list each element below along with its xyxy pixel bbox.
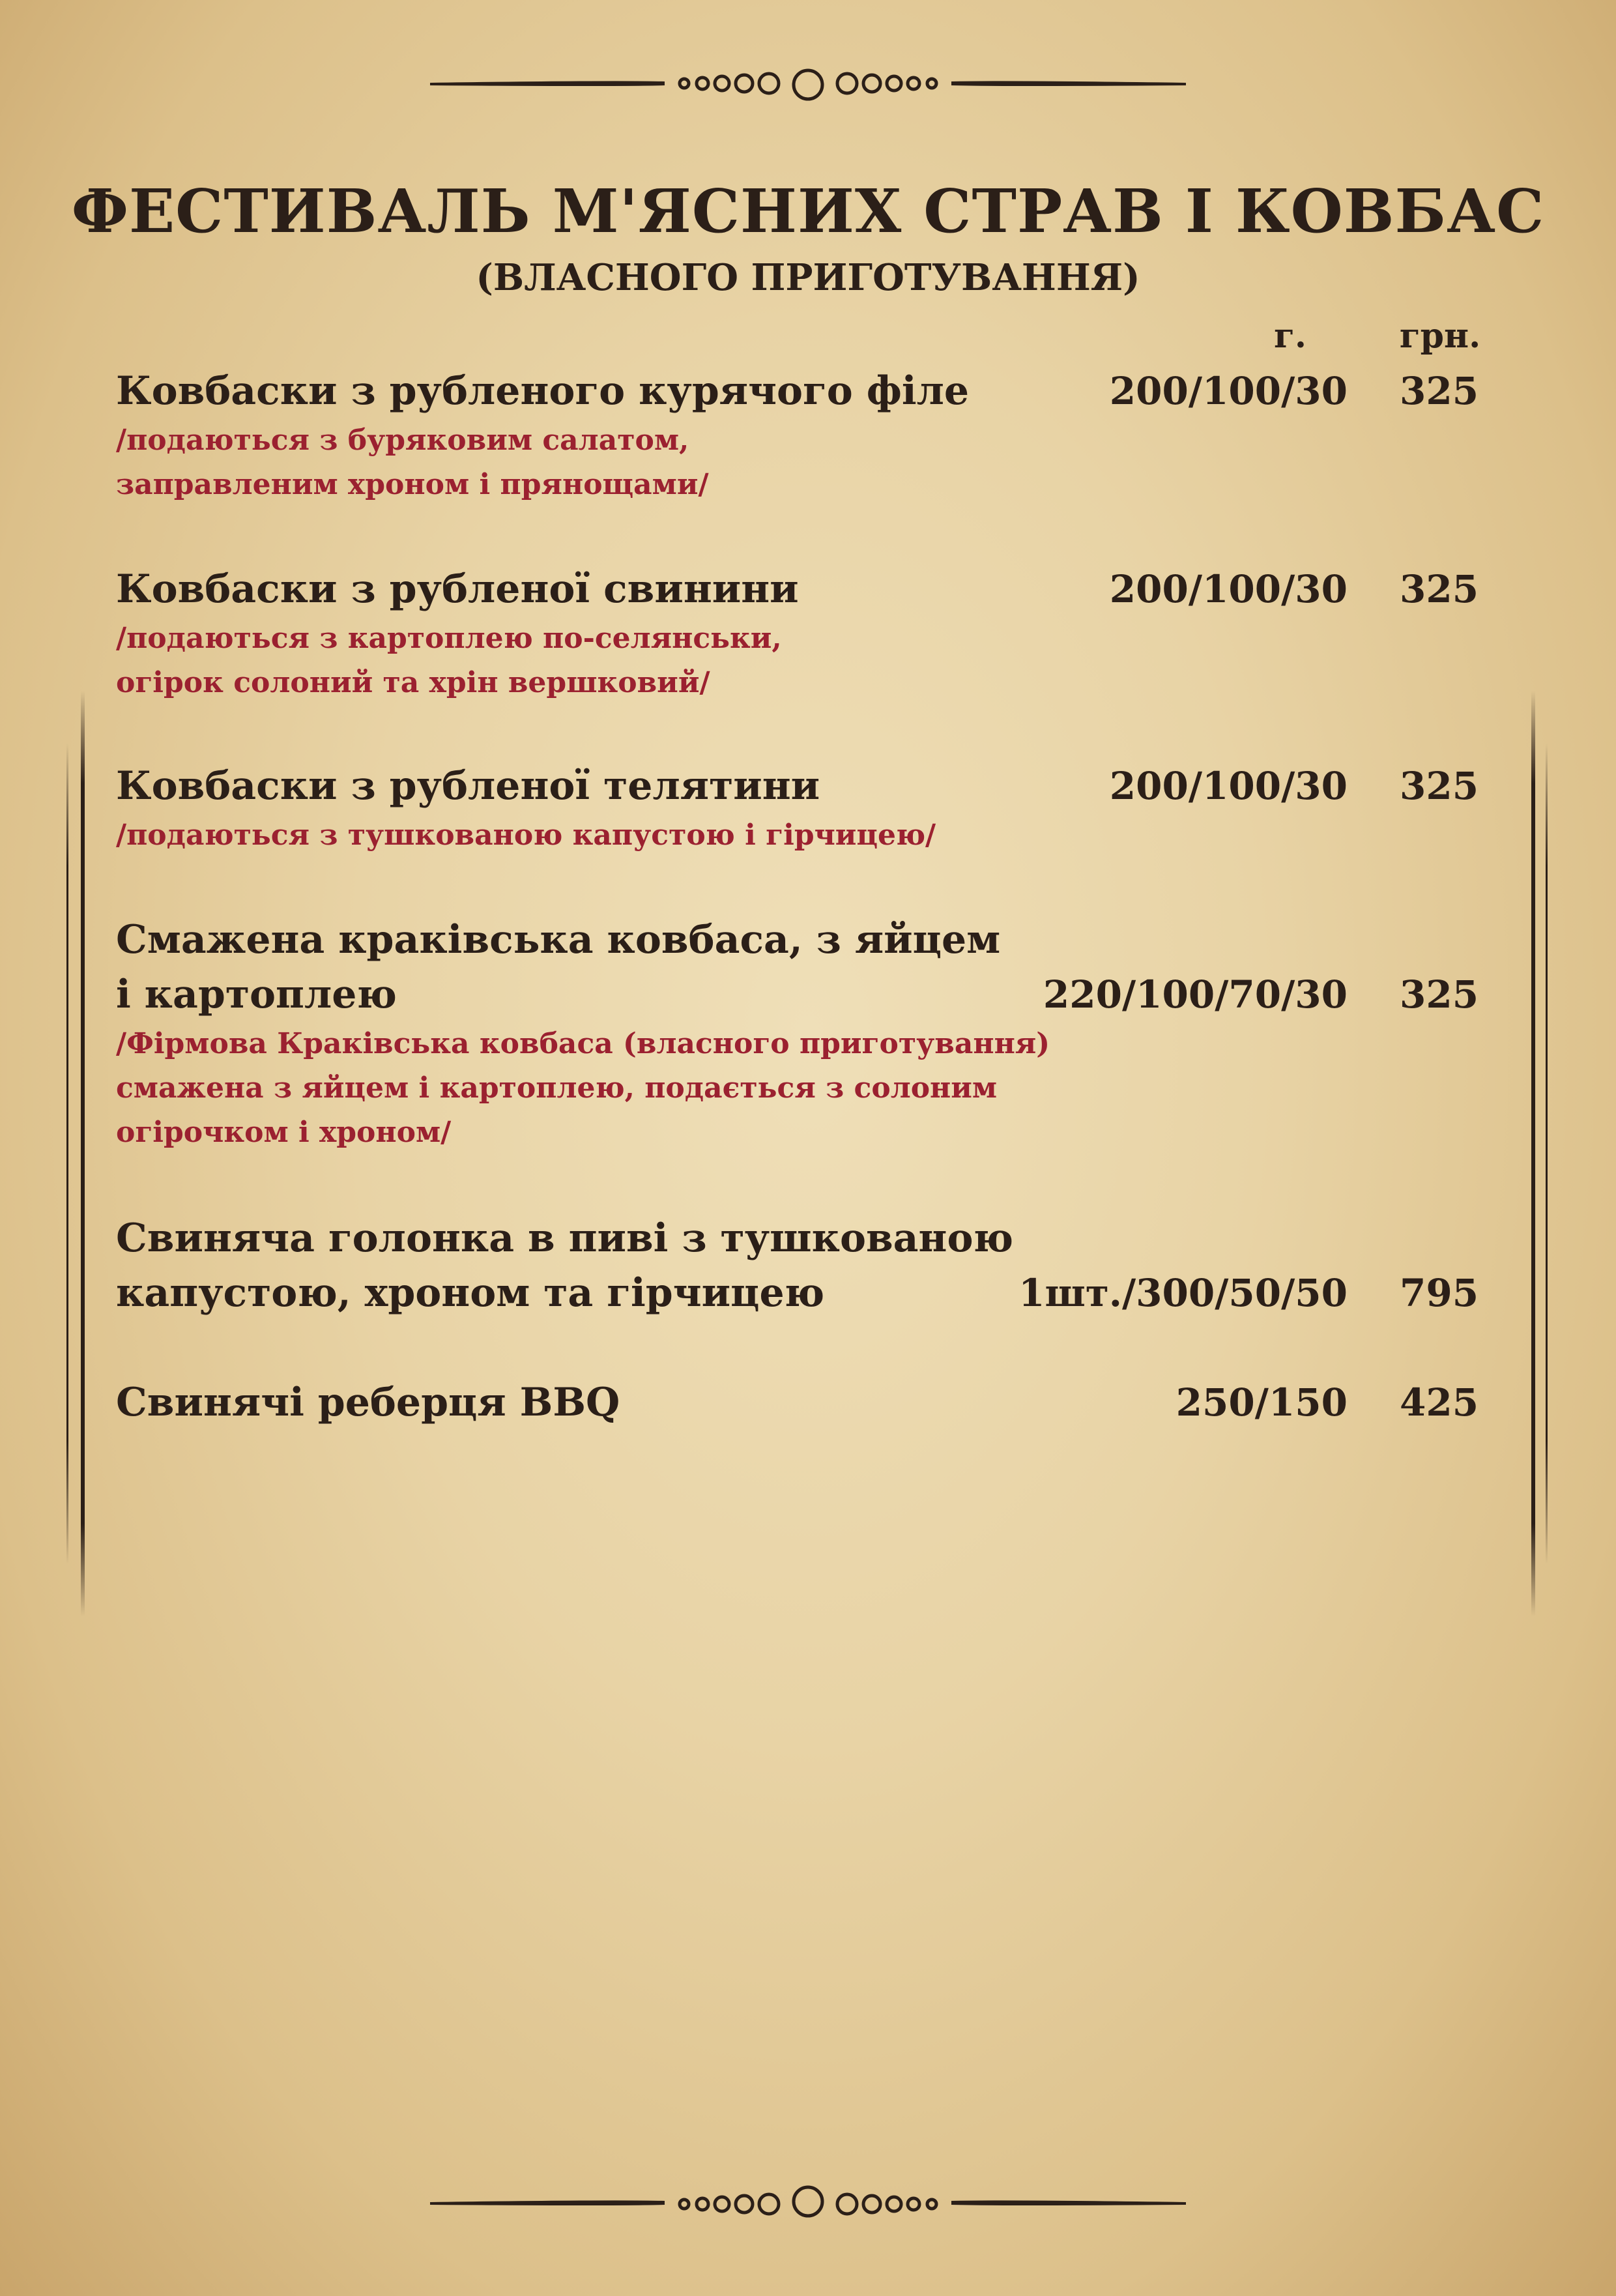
page-subtitle: (ВЛАСНОГО ПРИГОТУВАННЯ) — [476, 256, 1140, 299]
item-price: 325 — [1400, 369, 1479, 413]
item-weight: 250/150 — [1176, 1380, 1348, 1425]
item-name: Свиняча голонка в пиві з тушкованою — [116, 1215, 1013, 1261]
menu-item — [116, 1375, 1497, 1430]
item-price: 795 — [1400, 1271, 1479, 1315]
item-name: капустою, хроном та гірчицею — [116, 1270, 825, 1316]
item-weight: 200/100/30 — [1109, 369, 1348, 413]
item-name: Смажена краківська ковбаса, з яйцем — [116, 917, 1001, 963]
item-price: 325 — [1400, 764, 1479, 808]
item-weight: 1шт./300/50/50 — [1018, 1271, 1348, 1315]
item-description: смажена з яйцем і картоплею, подається з солоним — [116, 1071, 998, 1105]
item-description: /подаються з буряковим салатом, — [116, 424, 689, 457]
item-weight: 200/100/30 — [1109, 764, 1348, 808]
page-title: ФЕСТИВАЛЬ М'ЯСНИХ СТРАВ І КОВБАС — [71, 176, 1545, 246]
item-weight: 200/100/30 — [1109, 567, 1348, 611]
item-price: 325 — [1400, 567, 1479, 611]
menu-item — [116, 562, 1497, 705]
weight-column-header: г. — [1274, 316, 1306, 356]
menu-item — [116, 364, 1497, 507]
menu-item — [116, 912, 1497, 1155]
item-price: 325 — [1400, 972, 1479, 1017]
menu-item — [116, 1211, 1497, 1320]
item-description: /подаються з картоплею по-селянськи, — [116, 622, 782, 655]
left-border-rule — [81, 691, 85, 1616]
scroll-ornament-icon — [417, 2180, 1199, 2226]
menu-item — [116, 759, 1497, 858]
item-name: Ковбаски з рубленої свинини — [116, 566, 799, 612]
right-border-rule — [1531, 691, 1535, 1616]
item-name: Ковбаски з рубленої телятини — [116, 763, 820, 809]
item-description: огірочком і хроном/ — [116, 1116, 452, 1149]
item-name: Ковбаски з рубленого курячого філе — [116, 368, 970, 414]
item-name: Свинячі реберця BBQ — [116, 1380, 620, 1425]
item-description: /Фірмова Краківська ковбаса (власного приготування) — [116, 1027, 1050, 1060]
item-description: огірок солоний та хрін вершковий/ — [116, 666, 710, 699]
bottom-ornament-divider — [417, 2180, 1199, 2226]
scroll-ornament-icon — [417, 62, 1199, 108]
price-column-header: грн. — [1399, 316, 1481, 356]
top-ornament-divider — [417, 62, 1199, 108]
item-description: заправленим хроном і прянощами/ — [116, 468, 709, 501]
item-weight: 220/100/70/30 — [1043, 972, 1348, 1017]
item-description: /подаються з тушкованою капустою і гірчицею/ — [116, 819, 936, 852]
item-name: і картоплею — [116, 972, 397, 1017]
item-price: 425 — [1400, 1380, 1479, 1425]
